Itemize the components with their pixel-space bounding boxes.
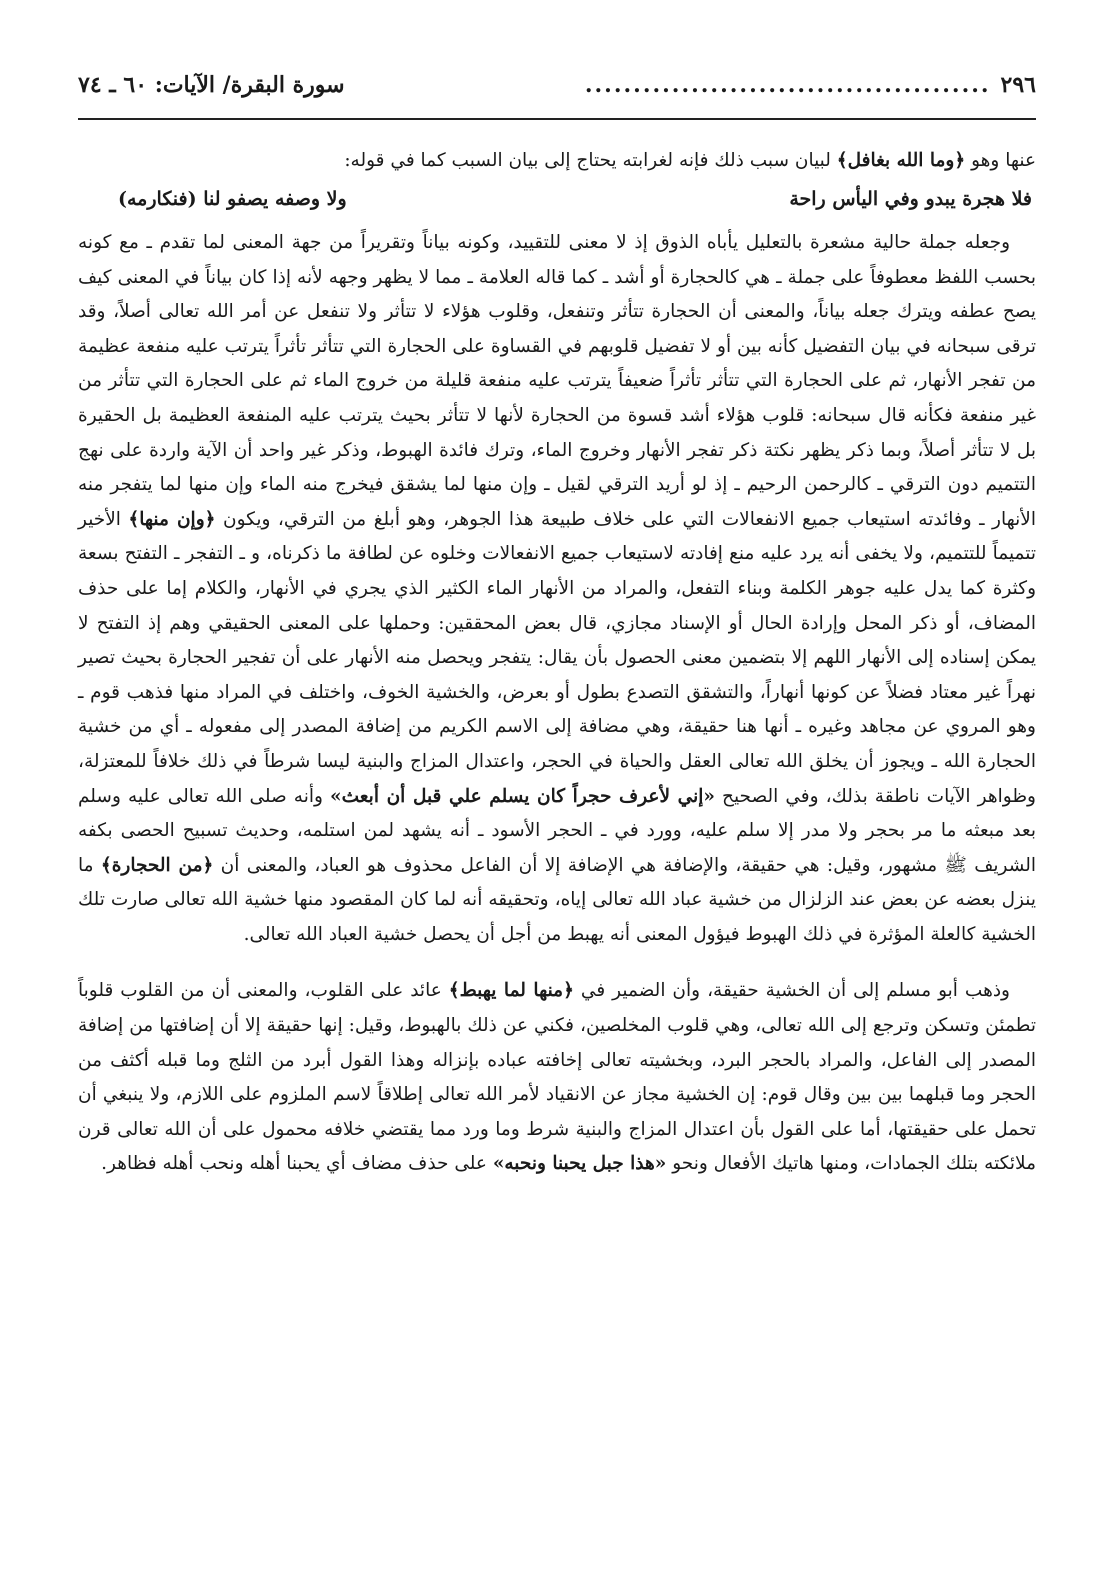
intro-line: عنها وهو ﴿وما الله بغافل﴾ لبيان سبب ذلك فإنه لغرابته يحتاج إلى بيان السبب كما في قوله: — [344, 150, 1036, 171]
page-number: ٢٩٦ — [1000, 72, 1036, 98]
book-page — [78, 72, 1036, 1182]
header-rule — [78, 118, 1036, 120]
paragraph-main: وجعله جملة حالية مشعرة بالتعليل يأباه الذوق إذ لا معنى للتقييد، وكونه بياناً وتقريراً من جهة المعنى لما تقدم ـ مع كونه بحسب اللفظ معطوفاً على جملة ـ هي كالحجارة أو أشد ـ كما قاله العلامة ـ مما لا يظهر وجهه لأنه إذا كان بياناً في المعنى كيف يصح عطفه ويترك جعله بياناً، والمعنى أن الحجارة تتأثر وتنفعل، وقلوب هؤلاء لا تتأثر ولا تنفعل عن أمر الله تعالى أصلاً، وقد ترقى سبحانه في بيان التفضيل كأنه بين أو لا تفضيل قلوبهم في القساوة على الحجارة التي تتأثر تأثراً يترتب عليه منفعة عظيمة من تفجر الأنهار، ثم على الحجارة التي تتأثر تأثراً ضعيفاً يترتب عليه منفعة قليلة من خروج الماء ثم على الحجارة التي تتأثر من غير منفعة فكأنه قال سبحانه: قلوب هؤلاء أشد قسوة من الحجارة لأنها لا تتأثر بحيث يترتب عليه المنفعة العظيمة بل الحقيرة بل لا تتأثر أصلاً، وبما ذكر يظهر نكتة ذكر تفجر الأنهار وخروج الماء، وترك فائدة الهبوط، وذكر غير واحد أن الآية واردة على نهج التتميم دون الترقي ـ كالرحمن الرحيم ـ إذ لو أريد الترقي لقيل ـ وإن منها لما يشقق فيخرج منه الماء وإن منها لما يتفجر منه الأنهار ـ وفائدته استيعاب جميع الانفعالات التي على خلاف طبيعة هذا الجوهر، وهو أبلغ من الترقي، ويكون ﴿وإن منها﴾ الأخير تتميماً للتتميم، ولا يخفى أنه يرد عليه منع إفادته لاستيعاب جميع الانفعالات وخلوه عن لطافة ما ذكرناه، و ـ التفجر ـ التفتح بسعة وكثرة كما يدل عليه جوهر الكلمة وبناء التفعل، والمراد من الأنهار الماء الكثير الذي يجري في الأنهار، والكلام إما على حذف المضاف، أو ذكر المحل وإرادة الحال أو الإسناد مجازي، قال بعض المحققين: وحملها على المعنى الحقيقي وهم إذ التفتح لا يمكن إسناده إلى الأنهار اللهم إلا بتضمين معنى الحصول بأن يقال: يتفجر ويحصل منه الأنهار على أن تفجير الحجارة بحيث تصير نهراً غير معتاد فضلاً عن كونها أنهاراً، والتشقق التصدع بطول أو بعرض، والخشية الخوف، واختلف في المراد منها فذهب قوم ـ وهو المروي عن مجاهد وغيره ـ أنها هنا حقيقة، وهي مضافة إلى الاسم الكريم من إضافة المصدر إلى مفعوله ـ أي من خشية الحجارة الله ـ ويجوز أن يخلق الله تعالى العقل والحياة في الحجر، واعتدال المزاج والبنية ليسا شرطاً في ذلك خلافاً للمعتزلة، وظواهر الآيات ناطقة بذلك، وفي الصحيح «إني لأعرف حجراً كان يسلم علي قبل أن أبعث» وأنه صلى الله تعالى عليه وسلم بعد مبعثه ما مر بحجر ولا مدر إلا سلم عليه، وورد في ـ الحجر الأسود ـ أنه يشهد لمن استلمه، وحديث تسبيح الحصى بكفه الشريف ﷺ مشهور، وقيل: هي حقيقة، والإضافة هي الإضافة إلا أن الفاعل محذوف هو العباد، والمعنى أن ﴿من الحجارة﴾ ما ينزل بعضه عن بعض عند الزلزال من خشية عباد الله تعالى إياه، وتحقيقه أنه لما كان المقصود منها خشية الله تعالى صارت تلك الخشية كالعلة المؤثرة في ذلك الهبوط فيؤول المعنى أنه يهبط من أجل أن يحصل خشية العباد الله تعالى. — [78, 232, 1036, 945]
quran-quote: ﴿من الحجارة﴾ — [100, 854, 214, 876]
hadith-quote: «هذا جبل يحبنا ونحبه» — [492, 1153, 667, 1175]
verse-hemistich-first: فلا هجرة يبدو وفي اليأس راحة — [789, 188, 1032, 210]
hadith-quote: «إني لأعرف حجراً كان يسلم علي قبل أن أبعث» — [330, 785, 715, 807]
quran-quote: ﴿وما الله بغافل﴾ — [836, 150, 966, 171]
poetry-verse — [118, 182, 1032, 216]
page-header — [78, 72, 1036, 112]
quran-quote: ﴿وإن منها﴾ — [128, 508, 216, 530]
running-title: سورة البقرة/ الآيات: ٦٠ ـ ٧٤ — [78, 72, 345, 98]
quran-quote: ﴿منها لما يهبط﴾ — [448, 980, 574, 1002]
paragraph-abu-muslim: وذهب أبو مسلم إلى أن الخشية حقيقة، وأن الضمير في ﴿منها لما يهبط﴾ عائد على القلوب، والمعنى أن من القلوب قلوباً تطمئن وتسكن وترجع إلى الله تعالى، وهي قلوب المخلصين، فكني عن ذلك بالهبوط، وقيل: إنها حقيقة إلا أن إضافتها من إضافة المصدر إلى الفاعل، والمراد بالحجر البرد، وبخشيته تعالى إخافته عباده بإنزاله وهذا القول أبرد من الثلج وما قبله أكثف من الحجر وما قبلهما بين بين وقال قوم: إن الخشية مجاز عن الانقياد لأمر الله تعالى إطلاقاً لاسم الملزوم على اللازم، ولا ينبغي أن تحمل على حقيقتها، أما على القول بأن اعتدال المزاج والبنية شرط وما ورد مما يقتضي خلافه محمول على أن الله تعالى قرن ملائكته بتلك الجمادات، ومنها هاتيك الأفعال ونحو «هذا جبل يحبنا ونحبه» على حذف مضاف أي يحبنا أهله ونحب أهله فظاهر. — [78, 980, 1036, 1175]
verse-hemistich-second: ولا وصفه يصفو لنا (فنكارمه) — [118, 188, 347, 210]
header-leader-dots: .......................................... — [584, 72, 991, 98]
